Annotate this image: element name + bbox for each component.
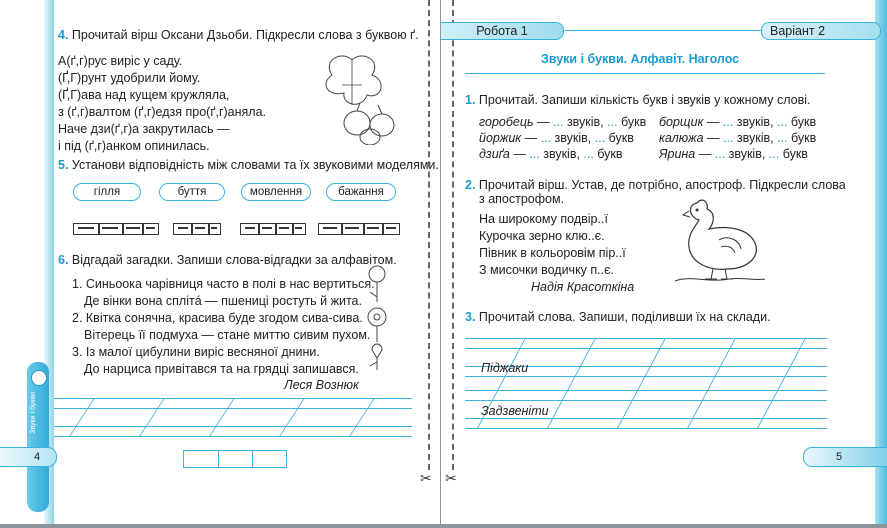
- task6-text: Відгадай загадки. Запиши слова-відгадки за алфавітом.: [71, 253, 397, 267]
- left-writing-lines[interactable]: [54, 398, 412, 438]
- hen-poem-author: Надія Красоткіна: [531, 280, 635, 294]
- syllable-word-2: Задзвеніти: [481, 404, 549, 418]
- task1-row-3-left: дзиґа — ... звуків, ... букв: [479, 147, 623, 161]
- side-tab[interactable]: [27, 362, 49, 512]
- variant-label: [761, 22, 881, 40]
- poem-line-2: (Ґ,Г)рунт удобрили йому.: [58, 71, 201, 85]
- task6-heading: [58, 253, 397, 267]
- answer-grid[interactable]: [183, 450, 287, 468]
- right-page: [441, 0, 887, 524]
- hen-poem-line-3: Півник в кольоровім пір..ї: [479, 246, 626, 260]
- right-page-number: [803, 447, 887, 467]
- left-cut-line: [428, 0, 430, 470]
- hen-poem-line-1: На широкому подвір..ї: [479, 212, 608, 226]
- riddle-line-4: Вітерець її подмуха — стане миттю сивим пухом.: [84, 328, 371, 342]
- syllable-word-1: Піджаки: [481, 361, 529, 375]
- task2-heading: [465, 178, 846, 192]
- poem-line-5: Наче дзи(ґ,г)а закрутилась —: [58, 122, 230, 136]
- task2-text-1: Прочитай вірш. Устав, де потрібно, апостроф. Підкресли слова: [478, 178, 846, 192]
- sound-model-3[interactable]: [240, 223, 306, 235]
- task1-row-2-right: калюжа — ... звуків, ... букв: [659, 131, 817, 145]
- work-label: [441, 22, 564, 40]
- task5-number: 5.: [58, 158, 69, 172]
- scissors-icon: ✂: [420, 470, 432, 486]
- task4-number: 4.: [58, 28, 69, 42]
- side-tab-hole: [31, 370, 47, 386]
- poem-line-6: і під (ґ,г)анком опинилась.: [58, 139, 210, 153]
- left-page: [0, 0, 440, 524]
- riddle-line-1: 1. Синьоока чарівниця часто в полі в нас вертиться.: [72, 277, 375, 291]
- task4-heading: [58, 28, 419, 42]
- task1-text: Прочитай. Запиши кількість букв і звуків у кожному слові.: [478, 93, 811, 107]
- task1-heading: [465, 93, 811, 107]
- task1-row-1-right: борщик — ... звуків, ... букв: [659, 115, 817, 129]
- word-pill-2[interactable]: буття: [159, 183, 225, 201]
- poem-line-1: А(ґ,г)рус виріс у саду.: [58, 54, 183, 68]
- task5-text: Установи відповідність між словами та їх звуковими моделями.: [71, 158, 439, 172]
- riddle-line-6: До нарциса привітався та на грядці запишався.: [84, 362, 359, 376]
- right-cut-line: [452, 0, 454, 470]
- sound-model-4[interactable]: [318, 223, 400, 235]
- task2-text-2: з апострофом.: [479, 192, 565, 206]
- variant-label-text: Варіант 2: [770, 24, 826, 38]
- right-stripe: [875, 0, 887, 524]
- right-page-number-text: 5: [836, 451, 843, 463]
- task1-row-3-right: Ярина — ... звуків, ... букв: [659, 147, 808, 161]
- title-underline: [465, 73, 825, 74]
- task3-text: Прочитай слова. Запиши, поділивши їх на склади.: [478, 310, 771, 324]
- task1-row-1-left: горобець — ... звуків, ... букв: [479, 115, 647, 129]
- hen-poem-line-2: Курочка зерно клю..є.: [479, 229, 605, 243]
- poem-line-3: (Ґ,Г)ава над кущем кружляла,: [58, 88, 230, 102]
- side-tab-label: Звуки і букви: [30, 392, 37, 434]
- task1-number: 1.: [465, 93, 476, 107]
- task5-heading: [58, 158, 439, 172]
- riddle-line-5: 3. Із малої цибулини виріс весняної днини.: [72, 345, 320, 359]
- header-divider: [565, 30, 761, 31]
- gooseberry-illustration: [312, 45, 402, 145]
- riddle-author: Леся Вознюк: [284, 378, 359, 392]
- work-label-text: Робота 1: [476, 24, 528, 38]
- task4-text: Прочитай вірш Оксани Дзьоби. Підкресли слова з буквою ґ.: [71, 28, 419, 42]
- task3-heading: [465, 310, 771, 324]
- riddle-line-3: 2. Квітка сонячна, красива буде згодом сива-сива.: [72, 311, 363, 325]
- riddle-line-2: Де вінки вона сплітá — пшениці ростуть й жита.: [84, 294, 362, 308]
- sound-model-1[interactable]: [73, 223, 159, 235]
- hen-illustration: [669, 195, 769, 285]
- hen-poem-line-4: З мисочки водичку п..є.: [479, 263, 614, 277]
- left-page-number: [0, 447, 57, 467]
- page-title: Звуки і букви. Алфавіт. Наголос: [541, 52, 740, 66]
- task6-number: 6.: [58, 253, 69, 267]
- left-page-number-text: 4: [34, 451, 41, 463]
- word-pill-1[interactable]: гілля: [73, 183, 141, 201]
- word-pill-3[interactable]: мовлення: [241, 183, 311, 201]
- word-pill-4[interactable]: бажання: [326, 183, 396, 201]
- task3-number: 3.: [465, 310, 476, 324]
- task1-row-2-left: йоржик — ... звуків, ... букв: [479, 131, 634, 145]
- poem-line-4: з (ґ,г)валтом (ґ,г)едзя про(ґ,г)аняла.: [58, 105, 267, 119]
- scissors-icon: ✂: [445, 470, 457, 486]
- sound-model-2[interactable]: [173, 223, 221, 235]
- task2-number: 2.: [465, 178, 476, 192]
- flower-illustrations: [360, 262, 394, 372]
